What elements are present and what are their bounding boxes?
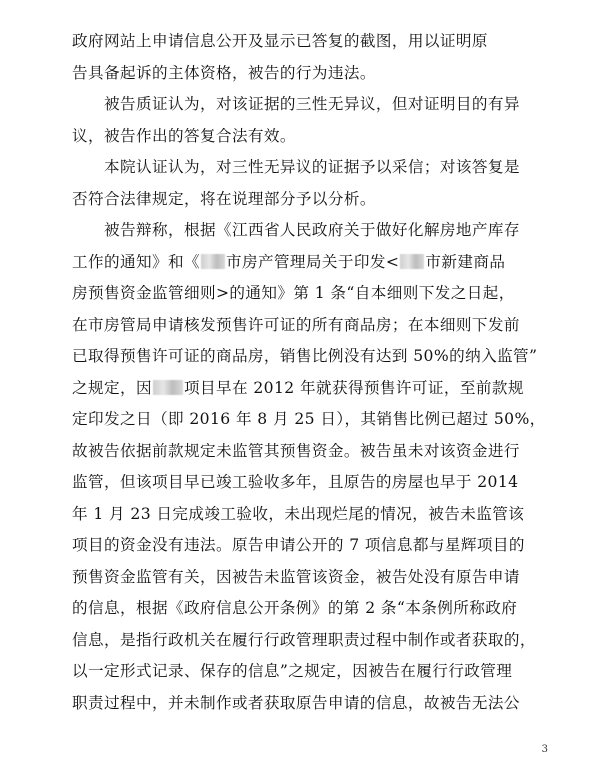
body-text	[72, 26, 552, 719]
text-line: 否符合法律规定，将在说理部分予以分析。	[72, 189, 376, 208]
page-number: 3	[541, 744, 548, 755]
text-line: 已取得预售许可证的商品房，销售比例没有达到 50%的纳入监管”	[72, 347, 538, 365]
text-line: 房预售资金监管细则>的通知》第 1 条“自本细则下发之日起，	[72, 284, 515, 302]
text-line: 的信息，根据《政府信息公开条例》的第 2 条“本条例所称政府	[72, 599, 518, 617]
text-line: 信息，是指行政机关在履行行政管理职责过程中制作或者获取的，	[72, 630, 536, 649]
text-line	[72, 247, 552, 279]
text-line	[72, 373, 552, 405]
text-segment: 之规定，因	[72, 378, 152, 397]
text-line: 定印发之日（即 2016 年 8 月 25 日），其销售比例已超过 50%，	[72, 410, 546, 428]
text-line: 在市房管局申请核发预售许可证的所有商品房；在本细则下发前	[72, 315, 520, 334]
paragraph-start: 被告质证认为，对该证据的三性无异议，但对证明目的有异	[104, 95, 520, 113]
text-line: 故被告依据前款规定未监管其预售资金。被告虽未对该资金进行	[72, 441, 520, 460]
paragraph-start: 本院认证认为，对三性无异议的证据予以采信；对该答复是	[104, 158, 520, 176]
text-line: 议，被告作出的答复合法有效。	[72, 126, 296, 145]
text-line: 职责过程中，并未制作或者获取原告申请的信息，故被告无法公	[72, 693, 520, 712]
text-segment: 市房产管理局关于印发<	[225, 252, 400, 271]
text-line: 告具备起诉的主体资格，被告的行为违法。	[72, 63, 376, 82]
text-line: 预售资金监管有关，因被告未监管该资金，被告处没有原告申请	[72, 567, 520, 586]
text-line: 年 1 月 23 日完成竣工验收，未出现烂尾的情况，被告未监管该	[72, 504, 525, 523]
redaction-mark	[153, 380, 183, 395]
text-segment: 市新建商品	[425, 252, 506, 271]
text-segment: 项目早在 2012 年就获得预售许可证，至前款规	[183, 378, 524, 397]
text-line: 政府网站上申请信息公开及显示已答复的截图，用以证明原	[72, 32, 488, 50]
text-line: 监管，但该项目早已竣工验收多年，且原告的房屋也早于 2014	[72, 473, 519, 491]
paragraph-start: 被告辩称，根据《江西省人民政府关于做好化解房地产库存	[104, 221, 520, 239]
text-line: 以一定形式记录、保存的信息”之规定，因被告在履行行政管理	[72, 662, 513, 680]
text-segment: 工作的通知》和《	[72, 252, 200, 271]
text-line: 项目的资金没有违法。原告申请公开的 7 项信息都与星辉项目的	[72, 536, 525, 554]
redaction-mark	[201, 254, 225, 269]
redaction-mark	[400, 254, 424, 269]
